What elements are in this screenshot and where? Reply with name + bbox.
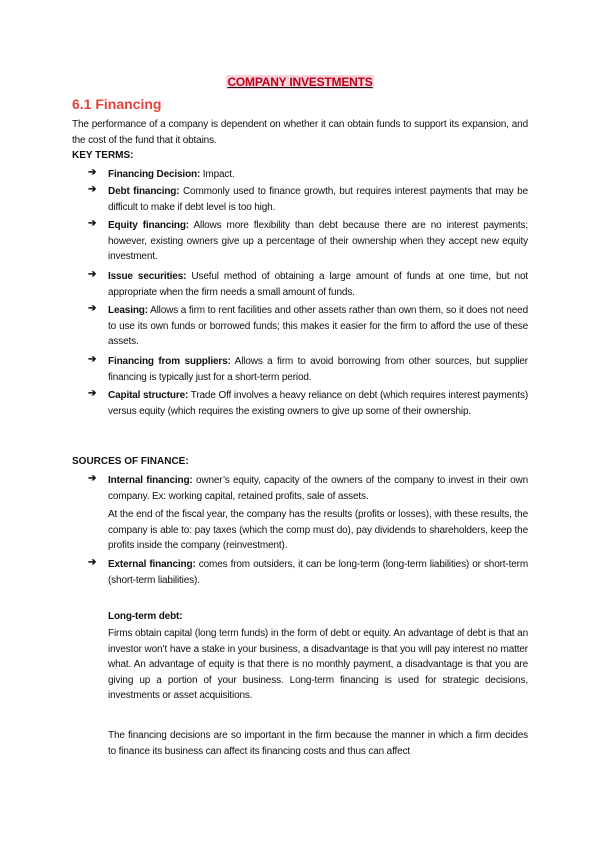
source-item: External financing: comes from outsiders, it can be long-term (long-term liabilities) or short-term (short-term liabilities). bbox=[108, 559, 528, 586]
arrow-icon: ➔ bbox=[88, 388, 97, 399]
key-term-item: Financing Decision: Impact. bbox=[108, 169, 235, 180]
sources-label: SOURCES OF FINANCE: bbox=[72, 456, 189, 467]
key-term-item: Leasing: Allows a firm to rent facilities and other assets rather than own them, so it does not need to use its own funds or borrowed funds; this makes it easier for the firm to afford the use of these assets. bbox=[108, 305, 528, 347]
key-term-item: Debt financing: Commonly used to finance growth, but requires interest payments that may be difficult to make if debt level is too high. bbox=[108, 186, 528, 213]
financing-decisions-paragraph: The financing decisions are so important in the firm because the manner in which a firm decides to finance its business can affect its financing costs and thus can affect bbox=[108, 730, 528, 757]
key-term-item: Capital structure: Trade Off involves a heavy reliance on debt (which requires interest payments) versus equity (which requires the existing owners to give up some of their ownership. bbox=[108, 390, 528, 417]
internal-extra-paragraph: At the end of the fiscal year, the company has the results (profits or losses), with these results, the company is able to: pay taxes (which the comp must do), pay dividends to shareholders, keep the profits inside the company (reinvestment). bbox=[108, 509, 528, 551]
key-term-item: Financing from suppliers: Allows a firm to avoid borrowing from other sources, but supplier financing is typically just for a short-term period. bbox=[108, 356, 528, 383]
arrow-icon: ➔ bbox=[88, 354, 97, 365]
arrow-icon: ➔ bbox=[88, 557, 97, 568]
arrow-icon: ➔ bbox=[88, 473, 97, 484]
arrow-icon: ➔ bbox=[88, 184, 97, 195]
longterm-label: Long-term debt: bbox=[108, 611, 183, 622]
section-heading: 6.1 Financing bbox=[72, 96, 162, 112]
arrow-icon: ➔ bbox=[88, 167, 97, 178]
key-terms-label: KEY TERMS: bbox=[72, 150, 134, 161]
longterm-paragraph: Firms obtain capital (long term funds) in the form of debt or equity. An advantage of debt is that an investor won’t have a stake in your business, a disadvantage is that you will pay interest no matter what. An advantage of equity is that there is no monthly payment, a disadvantage is that you are giving up a portion of your business. Long-term financing is used for strategic decisions, investments or asset acquisitions. bbox=[108, 628, 528, 701]
document-title: COMPANY INVESTMENTS bbox=[227, 75, 373, 89]
arrow-icon: ➔ bbox=[88, 303, 97, 314]
source-item: Internal financing: owner’s equity, capacity of the owners of the company to invest in their own company. Ex: working capital, retained profits, sale of assets. bbox=[108, 475, 528, 502]
arrow-icon: ➔ bbox=[88, 218, 97, 229]
intro-paragraph: The performance of a company is dependent on whether it can obtain funds to support its expansion, and the cost of the fund that it obtains. bbox=[72, 119, 528, 146]
key-term-item: Issue securities: Useful method of obtaining a large amount of funds at one time, but not appropriate when the firm needs a small amount of funds. bbox=[108, 271, 528, 298]
arrow-icon: ➔ bbox=[88, 269, 97, 280]
key-term-item: Equity financing: Allows more flexibility than debt because there are no interest payments; however, existing owners give up a percentage of their ownership when they accept new equity investment. bbox=[108, 220, 528, 262]
